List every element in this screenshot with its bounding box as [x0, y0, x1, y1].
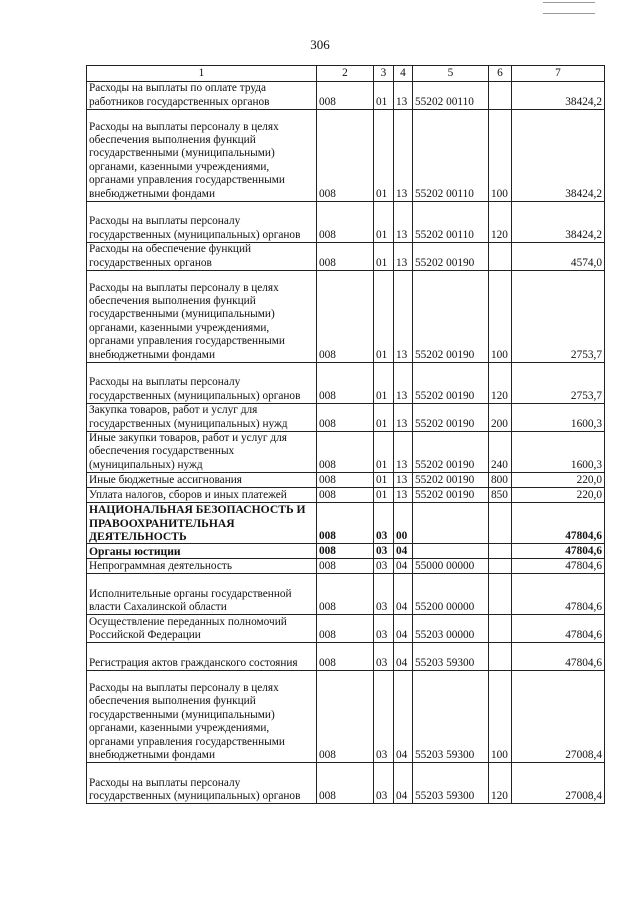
row-section: 01 [374, 82, 394, 110]
row-ministry-code: 008 [317, 544, 374, 559]
row-name: Непрограммная деятельность [87, 559, 317, 574]
row-section: 01 [374, 432, 394, 473]
row-amount: 4574,0 [512, 243, 605, 271]
table-row [87, 615, 605, 643]
row-subsection: 13 [394, 243, 413, 271]
row-section: 03 [374, 544, 394, 559]
row-name: Закупка товаров, работ и услуг для государственных (муниципальных) нужд [87, 404, 317, 432]
row-amount: 1600,3 [512, 432, 605, 473]
table-row [87, 82, 605, 110]
row-target-article: 55202 00190 [413, 243, 489, 271]
row-target-article: 55000 00000 [413, 559, 489, 574]
row-subsection: 13 [394, 404, 413, 432]
row-name: Расходы на выплаты персоналу в целях обеспечения выполнения функций государственными (муниципальными) органами, казенными учреждениями, органами управления государственными внебюджетными фондами [87, 110, 317, 202]
row-name: Расходы на выплаты персоналу государственных (муниципальных) органов [87, 763, 317, 804]
table-row [87, 503, 605, 544]
row-section: 01 [374, 202, 394, 243]
row-section: 01 [374, 404, 394, 432]
row-target-article [413, 544, 489, 559]
row-section: 01 [374, 363, 394, 404]
header-cell: 3 [374, 66, 394, 82]
row-expense-type: 120 [489, 202, 512, 243]
row-ministry-code: 008 [317, 82, 374, 110]
header-cell: 5 [413, 66, 489, 82]
row-subsection: 13 [394, 488, 413, 503]
row-ministry-code: 008 [317, 559, 374, 574]
row-subsection: 04 [394, 643, 413, 671]
table-row [87, 271, 605, 363]
budget-table [86, 65, 605, 804]
row-amount: 47804,6 [512, 544, 605, 559]
row-amount: 220,0 [512, 488, 605, 503]
row-subsection: 13 [394, 202, 413, 243]
row-section: 03 [374, 559, 394, 574]
row-section: 03 [374, 671, 394, 763]
page-top-mark [543, 2, 595, 14]
row-amount: 38424,2 [512, 82, 605, 110]
row-target-article: 55202 00190 [413, 271, 489, 363]
row-target-article: 55200 00000 [413, 574, 489, 615]
header-cell: 6 [489, 66, 512, 82]
row-name: Иные бюджетные ассигнования [87, 473, 317, 488]
row-target-article: 55202 00190 [413, 432, 489, 473]
header-cell: 7 [512, 66, 605, 82]
row-ministry-code: 008 [317, 271, 374, 363]
row-expense-type [489, 574, 512, 615]
row-name: Расходы на выплаты персоналу государственных (муниципальных) органов [87, 363, 317, 404]
row-subsection: 13 [394, 473, 413, 488]
row-ministry-code: 008 [317, 574, 374, 615]
row-subsection: 04 [394, 615, 413, 643]
row-amount: 1600,3 [512, 404, 605, 432]
header-cell: 2 [317, 66, 374, 82]
row-target-article: 55202 00190 [413, 404, 489, 432]
row-target-article: 55202 00110 [413, 202, 489, 243]
row-name: Уплата налогов, сборов и иных платежей [87, 488, 317, 503]
row-ministry-code: 008 [317, 404, 374, 432]
row-target-article: 55203 59300 [413, 643, 489, 671]
row-section: 03 [374, 763, 394, 804]
row-subsection: 04 [394, 544, 413, 559]
table-row [87, 473, 605, 488]
table-row [87, 110, 605, 202]
table-row [87, 243, 605, 271]
row-amount: 38424,2 [512, 202, 605, 243]
row-subsection: 04 [394, 671, 413, 763]
row-expense-type [489, 544, 512, 559]
header-cell: 1 [87, 66, 317, 82]
page-number: 306 [310, 37, 330, 52]
row-ministry-code: 008 [317, 110, 374, 202]
row-amount: 2753,7 [512, 363, 605, 404]
row-ministry-code: 008 [317, 363, 374, 404]
table-row [87, 763, 605, 804]
row-target-article: 55202 00110 [413, 82, 489, 110]
row-amount: 220,0 [512, 473, 605, 488]
table-row [87, 671, 605, 763]
row-ministry-code: 008 [317, 243, 374, 271]
row-expense-type: 100 [489, 110, 512, 202]
row-expense-type [489, 643, 512, 671]
row-ministry-code: 008 [317, 488, 374, 503]
row-ministry-code: 008 [317, 763, 374, 804]
table-row [87, 643, 605, 671]
row-name: НАЦИОНАЛЬНАЯ БЕЗОПАСНОСТЬ И ПРАВООХРАНИТЕЛЬНАЯ ДЕЯТЕЛЬНОСТЬ [87, 503, 317, 544]
row-subsection: 04 [394, 574, 413, 615]
row-section: 03 [374, 574, 394, 615]
row-target-article: 55202 00190 [413, 488, 489, 503]
row-section: 03 [374, 643, 394, 671]
table-row [87, 404, 605, 432]
row-ministry-code: 008 [317, 503, 374, 544]
row-subsection: 13 [394, 363, 413, 404]
row-subsection: 13 [394, 82, 413, 110]
row-section: 01 [374, 243, 394, 271]
row-amount: 47804,6 [512, 615, 605, 643]
row-name: Расходы на обеспечение функций государственных органов [87, 243, 317, 271]
header-cell: 4 [394, 66, 413, 82]
row-subsection: 04 [394, 559, 413, 574]
row-name: Исполнительные органы государственной власти Сахалинской области [87, 574, 317, 615]
row-amount: 27008,4 [512, 763, 605, 804]
row-target-article [413, 503, 489, 544]
table-row [87, 363, 605, 404]
row-name: Расходы на выплаты персоналу в целях обеспечения выполнения функций государственными (муниципальными) органами, казенными учреждениями, органами управления государственными внебюджетными фондами [87, 671, 317, 763]
row-expense-type [489, 559, 512, 574]
row-section: 01 [374, 271, 394, 363]
row-amount: 47804,6 [512, 503, 605, 544]
row-ministry-code: 008 [317, 671, 374, 763]
row-amount: 47804,6 [512, 574, 605, 615]
row-expense-type: 100 [489, 271, 512, 363]
row-amount: 2753,7 [512, 271, 605, 363]
row-name: Расходы на выплаты персоналу государственных (муниципальных) органов [87, 202, 317, 243]
row-expense-type: 240 [489, 432, 512, 473]
row-subsection: 13 [394, 432, 413, 473]
row-target-article: 55202 00190 [413, 363, 489, 404]
row-expense-type: 800 [489, 473, 512, 488]
row-target-article: 55203 59300 [413, 763, 489, 804]
row-section: 01 [374, 488, 394, 503]
row-section: 01 [374, 110, 394, 202]
row-amount: 47804,6 [512, 559, 605, 574]
row-amount: 27008,4 [512, 671, 605, 763]
table-row [87, 544, 605, 559]
table-row [87, 432, 605, 473]
row-subsection: 00 [394, 503, 413, 544]
table-row [87, 559, 605, 574]
row-expense-type [489, 503, 512, 544]
row-subsection: 13 [394, 271, 413, 363]
row-target-article: 55202 00190 [413, 473, 489, 488]
row-ministry-code: 008 [317, 473, 374, 488]
row-subsection: 04 [394, 763, 413, 804]
row-section: 03 [374, 615, 394, 643]
row-expense-type [489, 615, 512, 643]
row-expense-type: 120 [489, 763, 512, 804]
table-header-row [87, 66, 605, 82]
row-ministry-code: 008 [317, 643, 374, 671]
row-expense-type: 100 [489, 671, 512, 763]
row-amount: 38424,2 [512, 110, 605, 202]
row-name: Иные закупки товаров, работ и услуг для обеспечения государственных (муниципальных) нужд [87, 432, 317, 473]
row-expense-type: 850 [489, 488, 512, 503]
row-name: Органы юстиции [87, 544, 317, 559]
row-name: Расходы на выплаты персоналу в целях обеспечения выполнения функций государственными (муниципальными) органами, казенными учреждениями, органами управления государственными внебюджетными фондами [87, 271, 317, 363]
table-row [87, 202, 605, 243]
row-ministry-code: 008 [317, 615, 374, 643]
row-target-article: 55203 59300 [413, 671, 489, 763]
row-name: Расходы на выплаты по оплате труда работников государственных органов [87, 82, 317, 110]
row-expense-type: 200 [489, 404, 512, 432]
row-ministry-code: 008 [317, 202, 374, 243]
table-row [87, 574, 605, 615]
row-section: 01 [374, 473, 394, 488]
row-name: Осуществление переданных полномочий Российской Федерации [87, 615, 317, 643]
row-target-article: 55203 00000 [413, 615, 489, 643]
row-ministry-code: 008 [317, 432, 374, 473]
row-expense-type [489, 82, 512, 110]
row-subsection: 13 [394, 110, 413, 202]
row-expense-type [489, 243, 512, 271]
row-expense-type: 120 [489, 363, 512, 404]
row-section: 03 [374, 503, 394, 544]
row-target-article: 55202 00110 [413, 110, 489, 202]
row-amount: 47804,6 [512, 643, 605, 671]
table-row [87, 488, 605, 503]
row-name: Регистрация актов гражданского состояния [87, 643, 317, 671]
